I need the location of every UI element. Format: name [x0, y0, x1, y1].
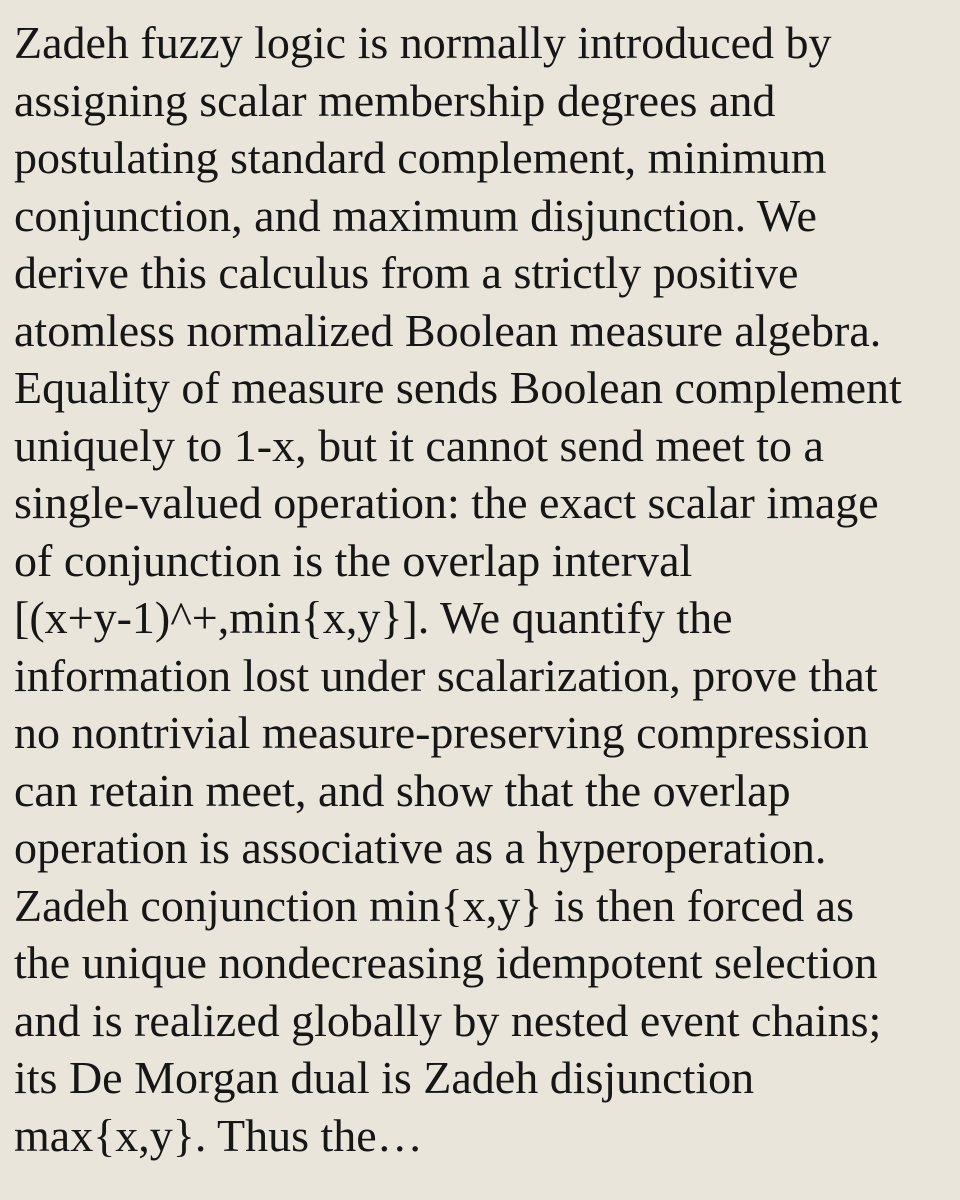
abstract-line: Zadeh fuzzy logic is normally introduced by [14, 17, 832, 68]
abstract-line: Zadeh conjunction min{x,y} is then forced as [14, 879, 854, 931]
abstract-line: information lost under scalarization, prove that [14, 649, 878, 701]
abstract-text [14, 14, 946, 1164]
abstract-line: assigning scalar membership degrees and [14, 74, 776, 126]
abstract-line: derive this calculus from a strictly positive [14, 247, 799, 298]
abstract-line: of conjunction is the overlap interval [14, 534, 693, 586]
abstract-line: atomless normalized Boolean measure algebra. [14, 304, 882, 356]
abstract-line: single-valued operation: the exact scalar image [14, 477, 879, 528]
abstract-line: no nontrivial measure-preserving compression [14, 707, 869, 758]
abstract-line: uniquely to 1-x, but it cannot send meet to a [14, 419, 824, 471]
abstract-line: [(x+y-1)^+,min{x,y}]. We quantify the [14, 592, 733, 643]
abstract-line: Equality of measure sends Boolean complement [14, 362, 902, 413]
abstract-line: and is realized globally by nested event chains; [14, 994, 882, 1046]
abstract-line: operation is associative as a hyperoperation. [14, 822, 827, 873]
abstract-line: can retain meet, and show that the overlap [14, 764, 791, 816]
abstract-line: the unique nondecreasing idempotent selection [14, 937, 878, 988]
abstract-line: max{x,y}. Thus the… [14, 1109, 423, 1161]
abstract-line: conjunction, and maximum disjunction. We [14, 189, 817, 241]
abstract-line: its De Morgan dual is Zadeh disjunction [14, 1052, 755, 1103]
abstract-line: postulating standard complement, minimum [14, 132, 827, 183]
